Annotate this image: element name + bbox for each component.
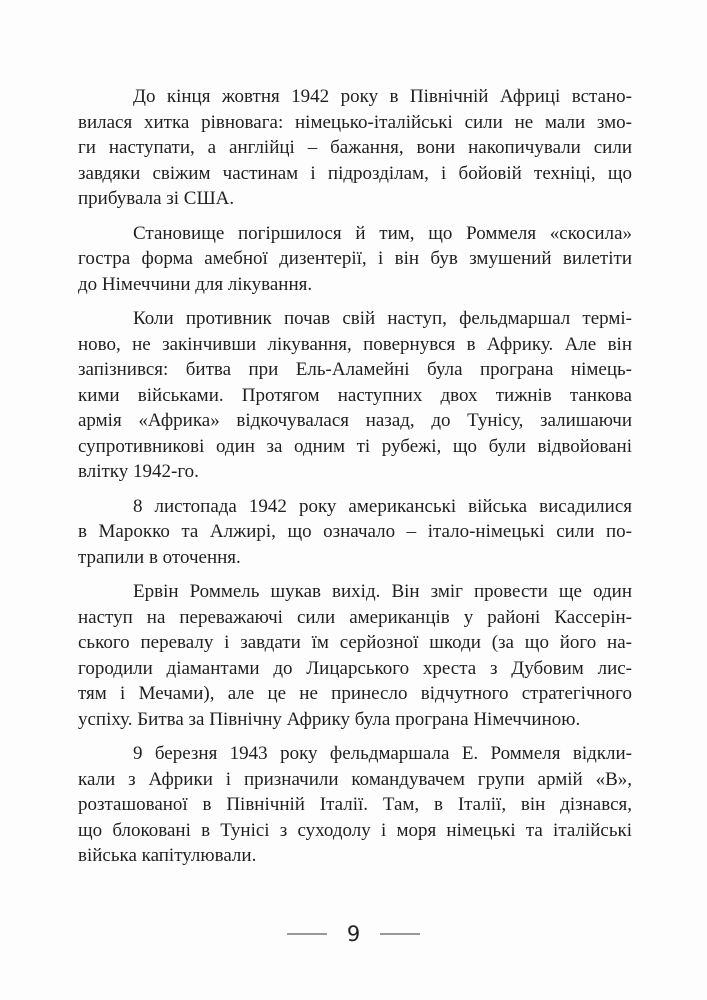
text-line: ново, не закінчивши лікування, повернувся в Африку. Але він [78, 333, 632, 355]
paragraph [78, 579, 632, 732]
text-line: Ервін Роммель шукав вихід. Він зміг провести ще один [133, 581, 632, 602]
page-footer [0, 920, 707, 948]
text-line: наступ на переважаючі сили американців у районі Кассерін- [78, 606, 632, 628]
text-line: 9 березня 1943 року фельдмаршала Е. Роммеля відкли- [133, 743, 632, 764]
text-line: до Німеччини для лікування. [78, 273, 313, 295]
text-line: До кінця жовтня 1942 року в Північній Африці встано- [133, 86, 632, 107]
text-line: ського перевалу і завдати їм серйозної шкоди (за що його на- [78, 632, 632, 653]
text-line: завдяки свіжим частинам і підрозділам, і бойовій техніці, що [78, 162, 632, 184]
text-line: розташованої в Північній Італії. Там, в Італії, він дізнався, [78, 794, 632, 815]
text-line: ги наступати, а англійці – бажання, вони накопичували сили [78, 137, 632, 158]
text-line: трапили в оточення. [78, 546, 241, 568]
text-line: влітку 1942-го. [78, 461, 199, 482]
text-line: запізнився: битва при Ель-Аламейні була програна німець- [78, 359, 632, 380]
footer-rule-right [380, 933, 420, 935]
page-text [78, 84, 632, 878]
text-line: Коли противник почав свій наступ, фельдмаршал термі- [133, 308, 632, 329]
paragraph [78, 221, 632, 298]
paragraph [78, 84, 632, 212]
paragraph [78, 306, 632, 485]
text-line: армія «Африка» відкочувалася назад, до Тунісу, залишаючи [78, 410, 632, 431]
text-line: гостра форма амебної дизентерії, і він був змушений вилетіти [78, 248, 632, 269]
page-number: 9 [346, 921, 361, 946]
text-line: кими військами. Протягом наступних двох тижнів танкова [78, 384, 632, 406]
text-line: успіху. Битва за Північну Африку була програна Німеччиною. [78, 708, 581, 730]
text-line: городили діамантами до Лицарського хреста з Дубовим лис- [78, 657, 632, 679]
text-line: що блоковані в Тунісі з суходолу і моря німецькі та італійські [78, 819, 632, 841]
text-line: в Марокко та Алжирі, що означало – італо-німецькі сили по- [78, 521, 632, 542]
text-line: вилася хитка рівновага: німецько-італійські сили не мали змо- [78, 111, 632, 133]
text-line: супротивникові один за одним ті рубежі, що були відвойовані [78, 435, 632, 457]
text-line: Становище погіршилося й тим, що Роммеля «скосила» [133, 222, 632, 244]
text-line: війська капітулювали. [78, 845, 257, 866]
text-line: кали з Африки і призначили командувачем групи армій «В», [78, 768, 632, 790]
paragraph [78, 741, 632, 869]
text-line: прибувала зі США. [78, 188, 235, 209]
paragraph [78, 494, 632, 571]
footer-rule-left [287, 933, 327, 935]
text-line: тям і Мечами), але це не принесло відчутного стратегічного [78, 683, 632, 704]
text-line: 8 листопада 1942 року американські війська висадилися [133, 495, 632, 517]
